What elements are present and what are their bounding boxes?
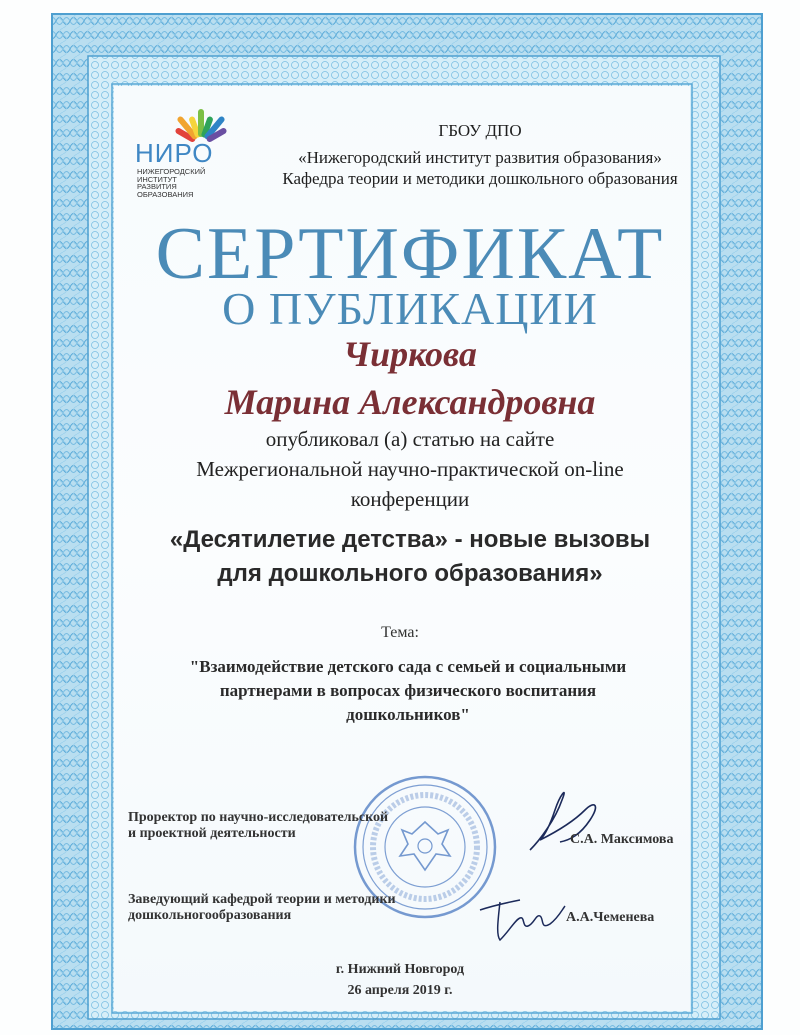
org-line-1: ГБОУ ДПО — [438, 121, 522, 140]
body-line-1: опубликовал (а) статью на сайте — [265, 427, 555, 451]
signatory-2-name: А.А.Чеменева — [566, 910, 655, 925]
signatory-1-name: С.А. Максимова — [570, 832, 674, 847]
signatory-1-role: Проректор по научно-исследовательской и проектной деятельности — [128, 810, 389, 841]
signatory-2-role: Заведующий кафедрой теории и методики дошкольногообразования — [128, 892, 396, 923]
certificate-subtitle: О ПУБЛИКАЦИИ — [222, 283, 598, 334]
org-line-2: «Нижегородский институт развития образования» — [298, 148, 662, 167]
footer-date: 26 апреля 2019 г. — [347, 983, 453, 998]
conference-title-line-1: «Десятилетие детства» - новые вызовы — [169, 526, 651, 553]
topic-line-2: партнерами в вопросах физического воспитания — [219, 681, 597, 700]
certificate-title: СЕРТИФИКАТ — [155, 213, 665, 295]
signature-1-handwriting — [500, 780, 610, 860]
footer-city: г. Нижний Новгород — [335, 962, 465, 977]
body-line-2: Межрегиональной научно-практической on-line — [196, 457, 624, 481]
org-line-3: Кафедра теории и методики дошкольного образования — [282, 169, 678, 188]
signature-2-handwriting — [470, 880, 570, 950]
body-line-3: конференции — [350, 487, 470, 511]
topic-line-3: дошкольников" — [346, 705, 470, 724]
recipient-surname: Чиркова — [343, 334, 477, 374]
recipient-given-name: Марина Александровна — [224, 382, 596, 422]
logo-name: НИРО — [135, 138, 214, 168]
topic-line-1: "Взаимодействие детского сада с семьей и социальными — [189, 657, 627, 676]
conference-title-line-2: для дошкольного образования» — [217, 560, 603, 587]
eagle-emblem-icon — [400, 822, 450, 870]
logo-subtitle: НИЖЕГОРОДСКИЙ ИНСТИТУТ РАЗВИТИЯ ОБРАЗОВАНИЯ — [137, 167, 206, 199]
topic-label: Тема: — [381, 624, 419, 641]
